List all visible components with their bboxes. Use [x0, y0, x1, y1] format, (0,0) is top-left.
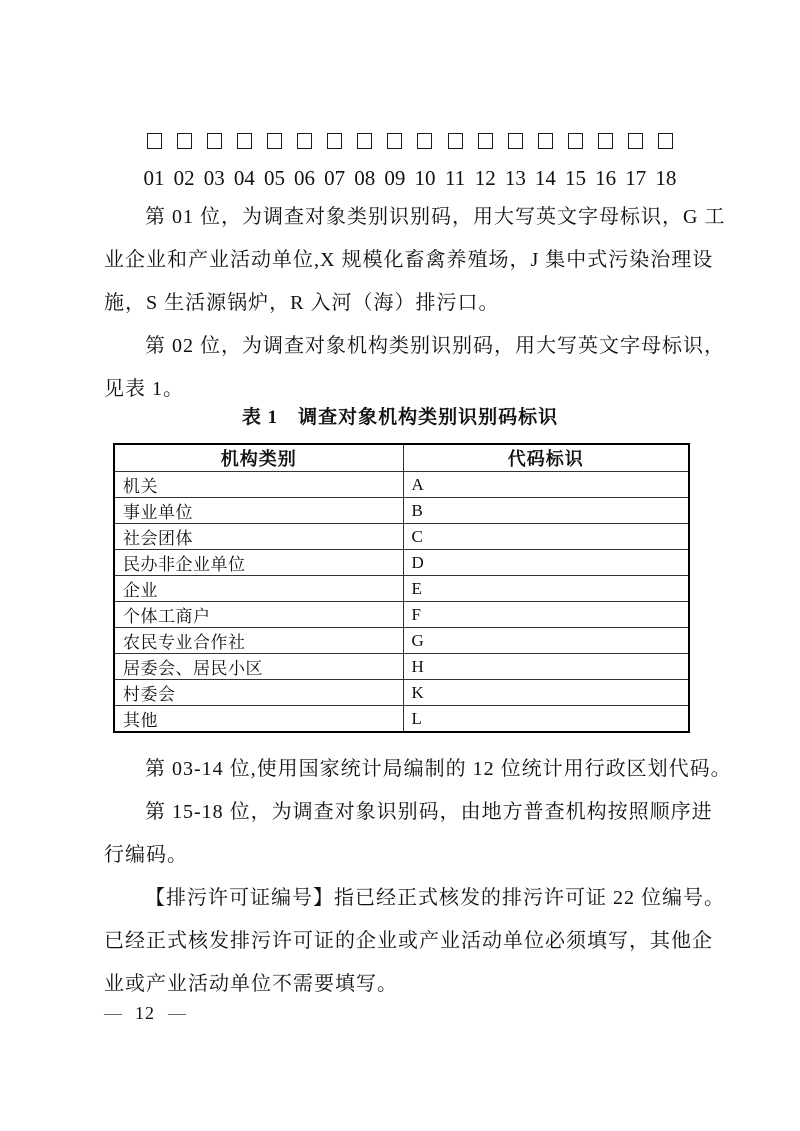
code-position	[592, 133, 620, 188]
code-position-number: 05	[263, 166, 285, 190]
code-position-number: 14	[534, 166, 556, 190]
table-title: 表 1 调查对象机构类别识别码标识	[241, 407, 559, 428]
para-permit-number-line-2: 已经正式核发排污许可证的企业或产业活动单位必须填写，其他企	[104, 930, 713, 952]
code-position	[471, 133, 499, 188]
institution-type-cell: 农民专业合作社	[114, 628, 403, 654]
para-digit-15-18-line-1: 第 15-18 位，为调查对象识别码，由地方普查机构按照顺序进	[145, 801, 713, 823]
code-position-number: 12	[474, 166, 496, 190]
code-id-cell: L	[403, 706, 689, 733]
code-digit-checkbox	[508, 133, 523, 149]
code-digit-checkbox	[417, 133, 432, 149]
para-digit-01-line-1: 第 01 位，为调查对象类别识别码，用大写英文字母标识，G 工	[145, 206, 726, 228]
code-position-number: 11	[444, 166, 466, 190]
code-position	[622, 133, 650, 188]
code-digit-checkbox	[598, 133, 613, 149]
page-footer	[104, 1002, 186, 1024]
para-digit-01-line-3: 施，S 生活源锅炉，R 入河（海）排污口。	[104, 292, 500, 314]
code-position-number: 09	[384, 166, 406, 190]
code-id-cell: K	[403, 680, 689, 706]
code-position-number: 18	[655, 166, 677, 190]
table-row	[114, 706, 689, 733]
table-header-row	[114, 444, 689, 472]
institution-type-cell: 居委会、居民小区	[114, 654, 403, 680]
para-permit-number-line-3: 业或产业活动单位不需要填写。	[104, 973, 398, 995]
code-digit-checkbox	[327, 133, 342, 149]
page-number: 12	[135, 1002, 155, 1023]
code-id-cell: E	[403, 576, 689, 602]
body-text-block-2	[104, 748, 732, 1006]
code-position	[652, 133, 680, 188]
body-text-block-1	[104, 196, 726, 411]
para-digit-03-14-line-1: 第 03-14 位,使用国家统计局编制的 12 位统计用行政区划代码。	[145, 758, 732, 780]
code-digit-checkbox	[568, 133, 583, 149]
code-position	[351, 133, 379, 188]
table-row	[114, 680, 689, 706]
code-digit-checkbox	[387, 133, 402, 149]
para-digit-01-line-2: 业企业和产业活动单位,X 规模化畜禽养殖场，J 集中式污染治理设	[104, 249, 714, 271]
code-digit-checkbox	[267, 133, 282, 149]
table-row	[114, 576, 689, 602]
code-digit-checkbox	[147, 133, 162, 149]
para-digit-15-18-line-2: 行编码。	[104, 844, 188, 866]
institution-type-cell: 机关	[114, 472, 403, 498]
code-position	[531, 133, 559, 188]
para-digit-02-line-1: 第 02 位，为调查对象机构类别识别码，用大写英文字母标识，	[145, 335, 725, 357]
code-position	[230, 133, 258, 188]
code-digit-checkbox	[448, 133, 463, 149]
code-position-number: 01	[143, 166, 165, 190]
footer-left-dash: —	[104, 1002, 122, 1023]
institution-type-cell: 企业	[114, 576, 403, 602]
code-id-cell: D	[403, 550, 689, 576]
code-digit-checkbox	[207, 133, 222, 149]
code-position	[291, 133, 319, 188]
code-position-number: 08	[354, 166, 376, 190]
code-digit-checkbox	[357, 133, 372, 149]
code-position	[260, 133, 288, 188]
table-row	[114, 602, 689, 628]
code-position	[381, 133, 409, 188]
code-digit-checkbox	[177, 133, 192, 149]
table-row	[114, 498, 689, 524]
code-id-cell: F	[403, 602, 689, 628]
institution-code-table	[113, 443, 690, 733]
table-row	[114, 628, 689, 654]
code-digit-checkbox	[628, 133, 643, 149]
code-position	[321, 133, 349, 188]
code-position-number: 16	[595, 166, 617, 190]
code-id-cell: G	[403, 628, 689, 654]
code-position	[501, 133, 529, 188]
table-row	[114, 550, 689, 576]
code-position-number: 04	[233, 166, 255, 190]
code-position-number: 07	[324, 166, 346, 190]
table-row	[114, 524, 689, 550]
code-id-cell: A	[403, 472, 689, 498]
institution-type-cell: 事业单位	[114, 498, 403, 524]
code-id-cell: B	[403, 498, 689, 524]
code-position-number: 13	[504, 166, 526, 190]
footer-right-dash: —	[168, 1002, 186, 1023]
code-position	[562, 133, 590, 188]
table-header-cell: 机构类别	[114, 444, 403, 472]
code-position-number: 06	[294, 166, 316, 190]
code-position	[170, 133, 198, 188]
table-row	[114, 654, 689, 680]
institution-type-cell: 村委会	[114, 680, 403, 706]
code-digit-checkbox	[658, 133, 673, 149]
code-position-number: 03	[203, 166, 225, 190]
code-digit-checkbox	[297, 133, 312, 149]
institution-type-cell: 民办非企业单位	[114, 550, 403, 576]
para-digit-02-line-2: 见表 1。	[104, 378, 184, 400]
para-permit-number-line-1: 【排污许可证编号】指已经正式核发的排污许可证 22 位编号。	[145, 887, 725, 909]
code-position-number: 10	[414, 166, 436, 190]
code-position-number: 02	[173, 166, 195, 190]
institution-type-cell: 个体工商户	[114, 602, 403, 628]
code-id-cell: H	[403, 654, 689, 680]
institution-type-cell: 其他	[114, 706, 403, 733]
code-digit-checkbox	[538, 133, 553, 149]
code-digit-checkbox	[237, 133, 252, 149]
code-digit-checkbox	[478, 133, 493, 149]
code-position	[411, 133, 439, 188]
code-position	[140, 133, 168, 188]
code-id-cell: C	[403, 524, 689, 550]
code-position-number: 15	[565, 166, 587, 190]
code-position-header	[140, 133, 680, 188]
table-header-cell: 代码标识	[403, 444, 689, 472]
institution-type-cell: 社会团体	[114, 524, 403, 550]
code-position-number: 17	[625, 166, 647, 190]
table-row	[114, 472, 689, 498]
code-position	[200, 133, 228, 188]
code-position	[441, 133, 469, 188]
